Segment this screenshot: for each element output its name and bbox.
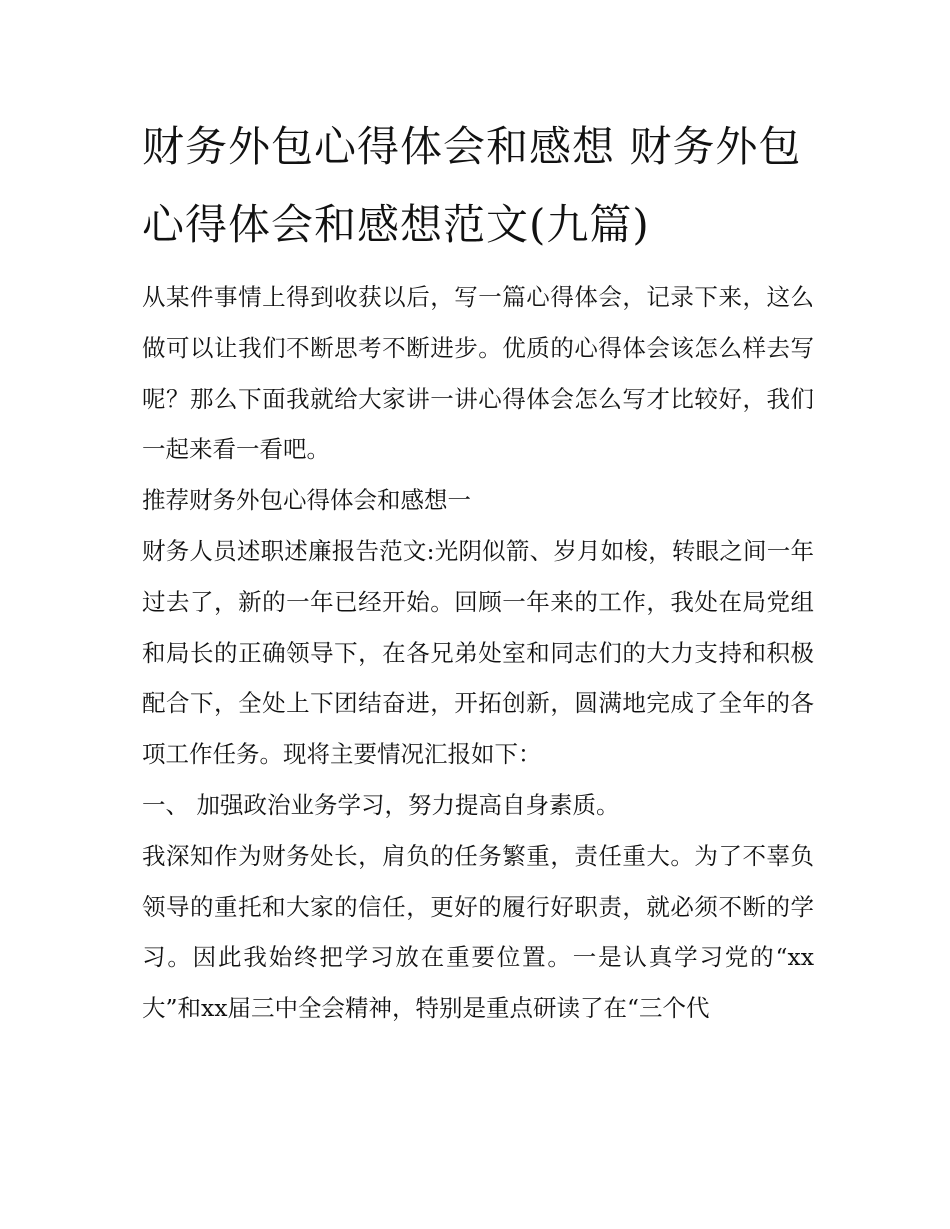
document-body <box>142 108 814 1034</box>
subsection-heading: 一、 加强政治业务学习，努力提高自身素质。 <box>142 790 620 819</box>
body-paragraph: 我深知作为财务处长，肩负的任务繁重，责任重大。为了不辜负领导的重托和大家的信任，更好的履行好职责，就必须不断的学习。因此我始终把学习放在重要位置。一是认真学习党的“xx大”和xx届三中全会精神，特别是重点研读了在“三个代 <box>142 841 814 1023</box>
intro-paragraph: 从某件事情上得到收获以后，写一篇心得体会，记录下来，这么做可以让我们不断思考不断进步。优质的心得体会该怎么样去写呢？那么下面我就给大家讲一讲心得体会怎么写才比较好，我们一起来看一看吧。 <box>142 283 814 464</box>
section-heading: 推荐财务外包心得体会和感想一 <box>142 486 471 515</box>
document-title: 财务外包心得体会和感想 财务外包心得体会和感想范文(九篇) <box>142 122 802 249</box>
body-paragraph: 财务人员述职述廉报告范文:光阴似箭、岁月如梭，转眼之间一年过去了，新的一年已经开始。回顾一年来的工作，我处在局党组和局长的正确领导下，在各兄弟处室和同志们的大力支持和积极配合下，全处上下团结奋进，开拓创新，圆满地完成了全年的各项工作任务。现将主要情况汇报如下： <box>142 536 814 769</box>
